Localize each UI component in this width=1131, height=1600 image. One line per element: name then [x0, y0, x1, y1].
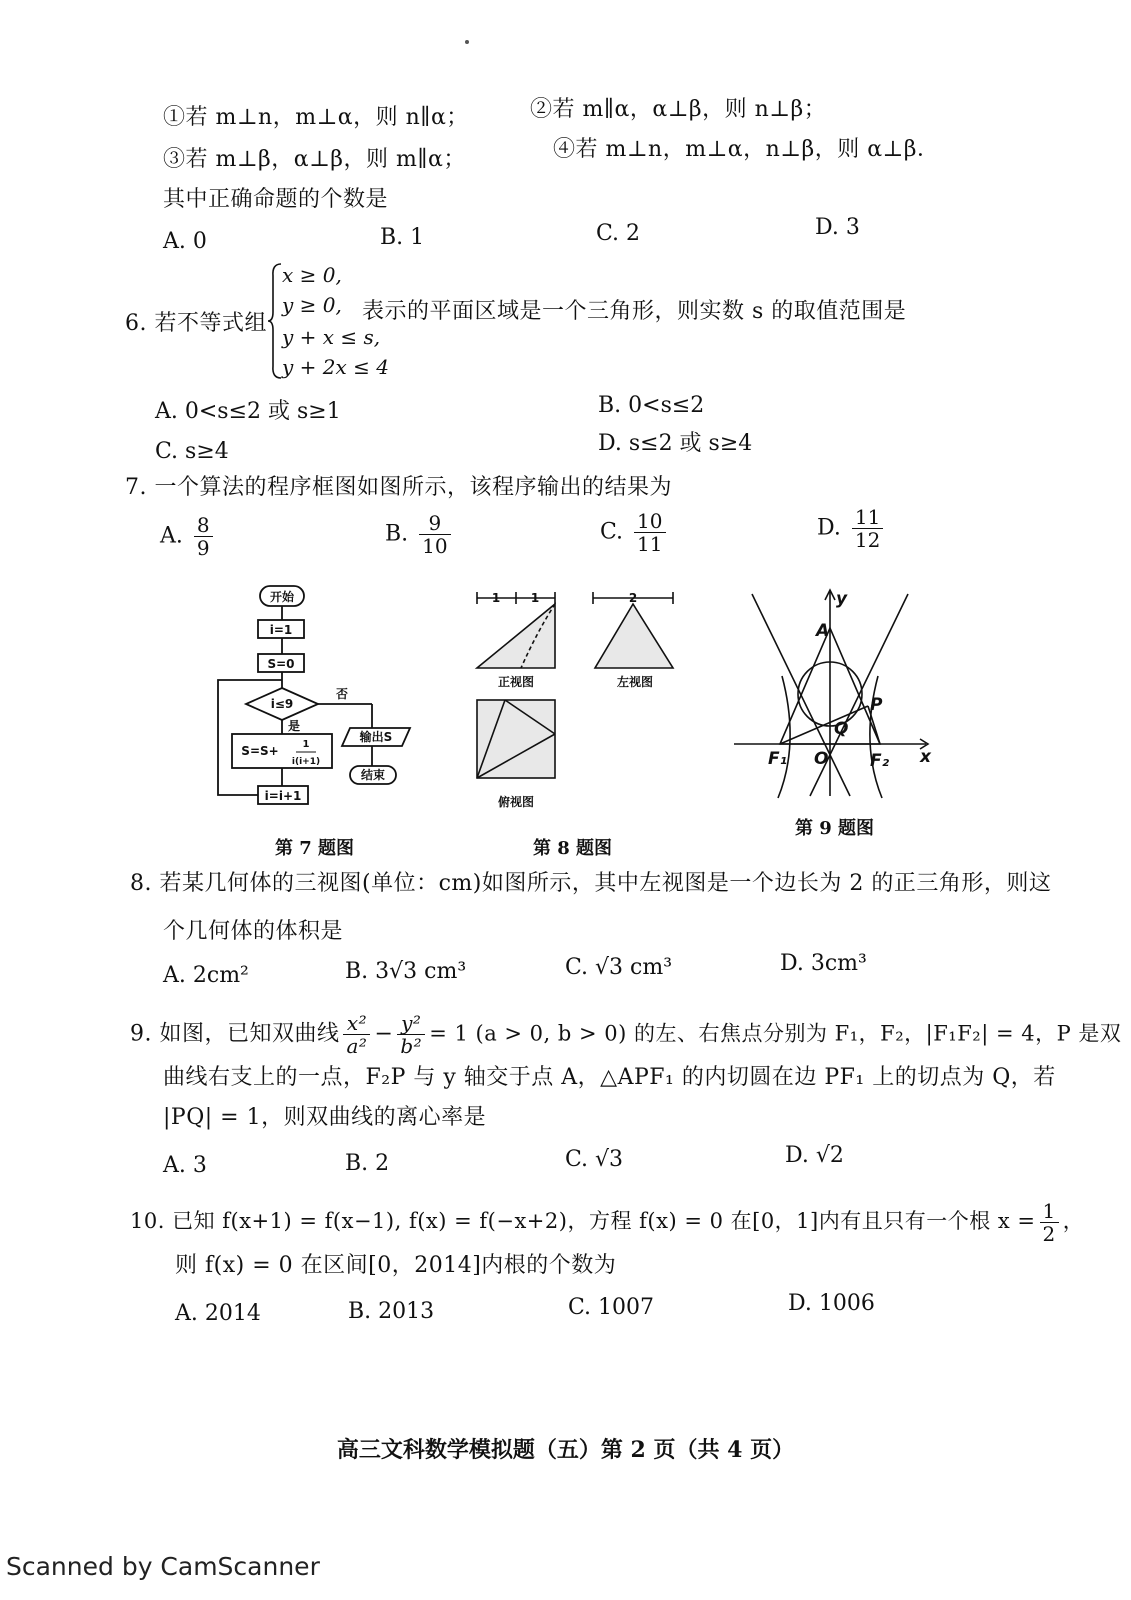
q10-option-c: C. 1007	[568, 1295, 655, 1320]
q7-b-num: 9	[419, 512, 450, 535]
q9-option-d: D. √2	[785, 1143, 844, 1168]
q9-option-c: C. √3	[565, 1147, 624, 1172]
q7-option-a-fraction	[194, 514, 213, 559]
q7-d-num: 11	[852, 506, 883, 529]
front-view-label: 正视图	[497, 675, 535, 689]
q9-frac-y-num: y²	[397, 1012, 425, 1035]
q5-option-b: B. 1	[380, 225, 425, 250]
fig9-f1-label: F₁	[768, 749, 788, 769]
q9-option-a: A. 3	[163, 1153, 207, 1178]
dim-label-2: 2	[628, 591, 638, 605]
q9-stem-line3: |PQ| = 1，则双曲线的离心率是	[163, 1105, 487, 1130]
q9-frac-y-den: b²	[400, 1034, 423, 1058]
q5-ask: 其中正确命题的个数是	[163, 187, 389, 212]
q5-option-d: D. 3	[815, 215, 860, 240]
q9-stem-line1: 9. 如图，已知双曲线 $\frac{\text{x²}}{\text{a²}}$ − $\frac{\text{y²}}{\text{b²}}$ = 1 (a > 0, b > 0) 的左、右焦点分别为 F₁，F₂，|F₁F₂| = 4，P 是双	[130, 1011, 1122, 1058]
fc-condition-label: i≤9	[270, 697, 294, 711]
q10-option-a: A. 2014	[175, 1301, 261, 1326]
fc-assign-left: S=S+	[241, 744, 279, 758]
fig9-q-label: Q	[834, 719, 849, 739]
fig9-x-label: x	[920, 747, 931, 767]
top-view-label: 俯视图	[497, 795, 535, 809]
q7-b-den: 10	[422, 534, 448, 558]
q8-option-b: B. 3√3 cm³	[345, 959, 467, 984]
fig9-o-label: O	[814, 749, 829, 769]
q7-option-b	[385, 512, 455, 557]
q8-option-d: D. 3cm³	[780, 951, 867, 976]
q5-statement-2: ②若 m∥α，α⊥β，则 n⊥β；	[530, 97, 827, 122]
figure-7-flowchart	[210, 580, 430, 820]
q8-option-c: C. √3 cm³	[565, 955, 673, 980]
q7-d-den: 12	[854, 528, 881, 552]
q5-option-c: C. 2	[596, 221, 641, 246]
figure-9-caption: 第 9 题图	[795, 818, 875, 839]
q6-prefix: 6. 若不等式组	[125, 311, 267, 336]
figure-8-three-views	[465, 582, 685, 812]
q6-ineq-4: y + 2x ≤ 4	[282, 355, 389, 379]
q10-option-d: D. 1006	[788, 1291, 875, 1316]
q5-option-a: A. 0	[163, 229, 207, 254]
q5-statement-4: ④若 m⊥n，m⊥α，n⊥β，则 α⊥β．	[553, 137, 940, 162]
q7-stem: 7. 一个算法的程序框图如图所示，该程序输出的结果为	[125, 475, 672, 500]
q7-a-num: 8	[194, 514, 213, 537]
q9-frac-y	[397, 1012, 425, 1057]
q6-ineq-3: y + x ≤ s,	[282, 325, 381, 349]
fig9-y-label: y	[836, 589, 848, 609]
q6-suffix: 表示的平面区域是一个三角形，则实数 s 的取值范围是	[362, 299, 907, 324]
q7-option-c-fraction	[634, 510, 665, 555]
q7-option-c	[600, 510, 670, 555]
fc-init-s-label: S=0	[267, 657, 295, 671]
q5-statement-3: ③若 m⊥β，α⊥β，则 m∥α；	[163, 147, 466, 172]
q8-stem-line2: 个几何体的体积是	[163, 919, 344, 944]
q10-half-den: 2	[1042, 1222, 1056, 1246]
q10-half-fraction	[1040, 1200, 1059, 1245]
q7-option-b-fraction	[419, 512, 450, 557]
q10-stem-line2: 则 f(x) = 0 在区间[0，2014]内根的个数为	[175, 1253, 617, 1278]
figure-7-caption: 第 7 题图	[275, 838, 355, 859]
side-view-label: 左视图	[616, 675, 654, 689]
front-view-triangle	[477, 604, 555, 668]
fc-inc-label: i=i+1	[264, 789, 302, 803]
q7-option-c-letter: C.	[600, 519, 624, 545]
q7-option-a-letter: A.	[160, 523, 183, 549]
figure-9-hyperbola	[730, 586, 940, 800]
q7-option-b-letter: B.	[385, 521, 409, 547]
q9-stem-1b: = 1 (a > 0, b > 0) 的左、右焦点分别为 F₁，F₂，|F₁F₂| = 4，P 是双	[429, 1021, 1122, 1046]
fc-end-label: 结束	[360, 768, 386, 782]
fc-init-i-label: i=1	[269, 623, 293, 637]
q7-option-d	[817, 506, 887, 551]
q7-c-den: 11	[637, 532, 663, 556]
q6-system-brace	[268, 262, 282, 380]
q7-option-d-letter: D.	[817, 515, 841, 541]
fc-no-label: 否	[335, 687, 349, 701]
q9-stem-line2: 曲线右支上的一点，F₂P 与 y 轴交于点 A，△APF₁ 的内切圆在边 PF₁ 上的切点为 Q，若	[163, 1065, 1056, 1090]
q6-option-d: D. s≤2 或 s≥4	[598, 431, 753, 456]
dim-label-1a: 1	[491, 591, 501, 605]
q10-stem-1a: 10. 已知 f(x+1) = f(x−1), f(x) = f(−x+2)，方程 f(x) = 0 在[0，1]内有且只有一个根 x =	[130, 1209, 1036, 1233]
fc-start-label: 开始	[269, 590, 295, 604]
fc-assign-num: 1	[302, 739, 310, 750]
fc-output-label: 输出S	[359, 730, 393, 744]
top-view-square	[477, 700, 555, 778]
q9-option-b: B. 2	[345, 1151, 390, 1176]
q7-a-den: 9	[196, 536, 210, 560]
q6-ineq-1: x ≥ 0,	[282, 263, 342, 287]
fig9-a-label: A	[816, 621, 830, 641]
q6-option-c: C. s≥4	[155, 439, 229, 464]
page-footer: 高三文科数学模拟题（五）第 2 页（共 4 页）	[336, 1437, 795, 1463]
q7-c-num: 10	[634, 510, 665, 533]
q8-option-a: A. 2cm²	[163, 963, 249, 988]
q9-frac-x-num: x²	[343, 1012, 370, 1035]
q7-option-d-fraction	[852, 506, 883, 551]
q6-option-a: A. 0<s≤2 或 s≥1	[155, 399, 341, 424]
q9-frac-x-den: a²	[346, 1034, 368, 1058]
q10-option-b: B. 2013	[348, 1299, 435, 1324]
figure-8-caption: 第 8 题图	[533, 838, 613, 859]
fig9-p-label: P	[870, 695, 883, 715]
q5-statement-1: ①若 m⊥n，m⊥α，则 n∥α；	[163, 105, 469, 130]
q9-stem-1a: 9. 如图，已知双曲线	[130, 1021, 340, 1047]
q7-option-a	[160, 514, 217, 559]
q9-frac-x	[343, 1012, 370, 1057]
dim-label-1b: 1	[530, 591, 540, 605]
side-view-triangle	[595, 604, 673, 668]
camscanner-watermark: Scanned by CamScanner	[6, 1552, 320, 1581]
q8-stem-line1: 8. 若某几何体的三视图(单位：cm)如图所示，其中左视图是一个边长为 2 的正三角形，则这	[130, 871, 1052, 896]
q6-option-b: B. 0<s≤2	[598, 393, 705, 418]
q10-stem-line1: 10. 已知 f(x+1) = f(x−1), f(x) = f(−x+2)，方程 f(x) = 0 在[0，1]内有且只有一个根 x = $\frac{1}{2}$ ，	[130, 1199, 1085, 1246]
fc-assign-den: i(i+1)	[291, 757, 321, 767]
fc-yes-label: 是	[287, 719, 301, 733]
q10-half-num: 1	[1040, 1200, 1059, 1223]
fig9-f2-label: F₂	[870, 751, 890, 771]
scan-speck	[465, 40, 469, 44]
q6-ineq-2: y ≥ 0,	[282, 293, 342, 317]
left-branch	[778, 676, 790, 798]
